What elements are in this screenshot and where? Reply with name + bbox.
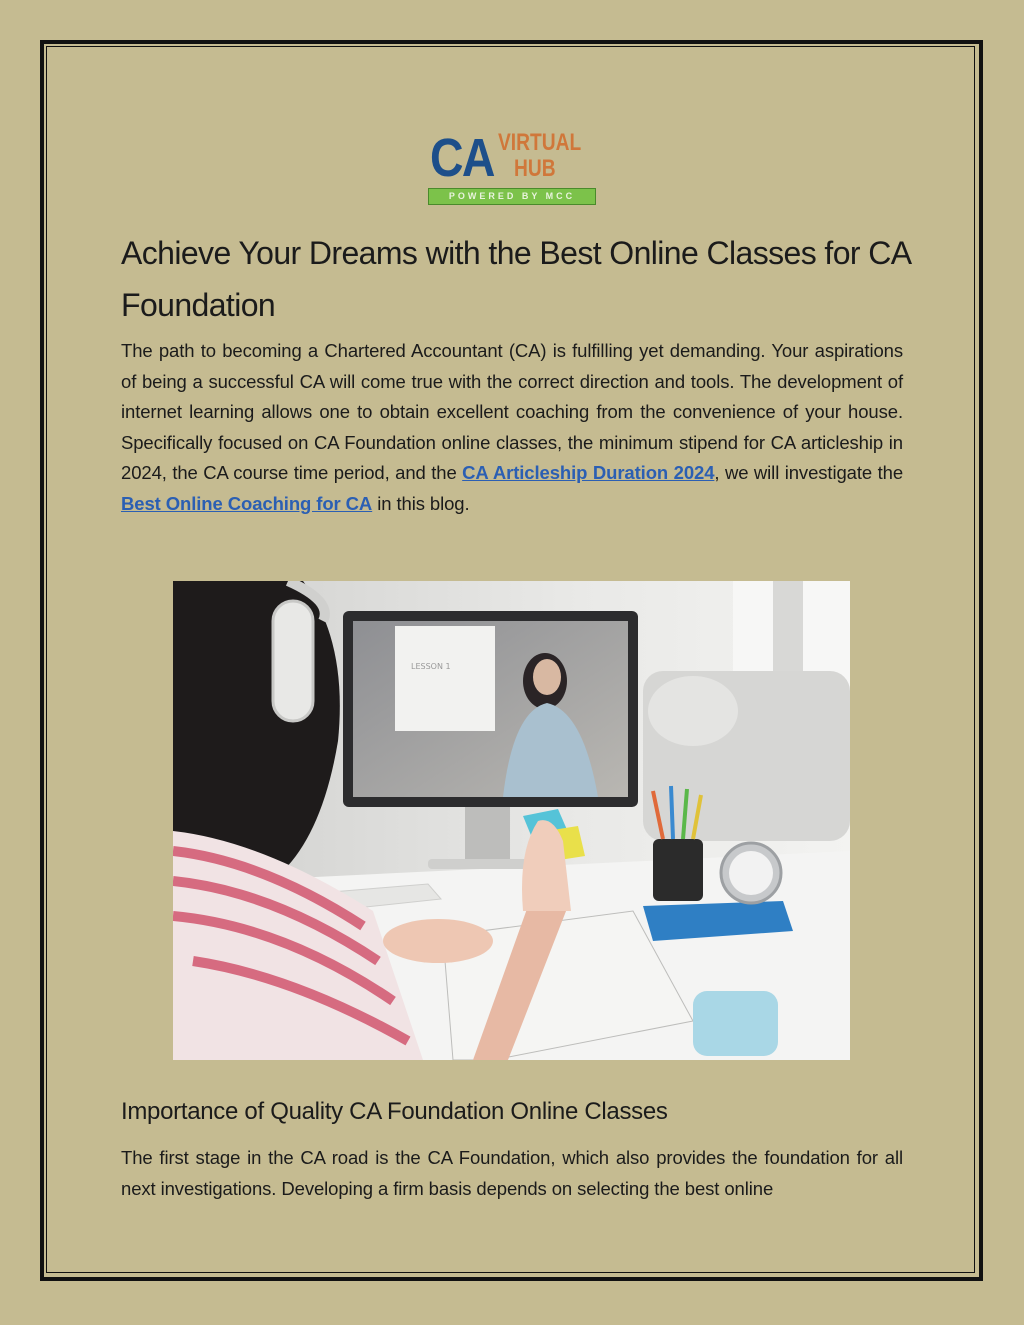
ca-articleship-duration-link[interactable]: CA Articleship Duration 2024 [462,462,715,484]
page-title: Achieve Your Dreams with the Best Online Classes for CA Foundation [121,235,910,323]
logo-ca-text: CA [430,128,494,188]
logo-hub-text: HUB [514,155,556,182]
section-paragraph: The first stage in the CA road is the CA Foundation, which also provides the foundation for all next investigations. Developing a firm basis depends on selecting the best online [121,1147,903,1199]
section-heading: Importance of Quality CA Foundation Online Classes [121,1098,668,1125]
online-class-photo [173,581,850,1060]
intro-text-2: , we will investigate the [714,462,904,484]
logo-virtual-text: VIRTUAL [498,129,582,156]
intro-text-1: The path to becoming a Chartered Accountant (CA) is fulfilling yet demanding. Your aspirations of being a successful CA will come true with the correct direction and tools. The development of internet learning allows one to obtain excellent coaching from the convenience of your house. Specifically focused on CA Foundation online classes, the minimum stipend for CA articleship in 2024, the CA course time period, and the [121,340,903,484]
intro-paragraph [121,336,903,520]
ca-virtual-hub-logo [428,128,598,208]
logo-powered-by-bar: POWERED BY MCC [428,188,596,205]
screen-lesson-text: LESSON 1 [411,662,451,671]
best-online-coaching-link[interactable]: Best Online Coaching for CA [121,492,373,514]
intro-text-3: in this blog. [372,492,470,514]
